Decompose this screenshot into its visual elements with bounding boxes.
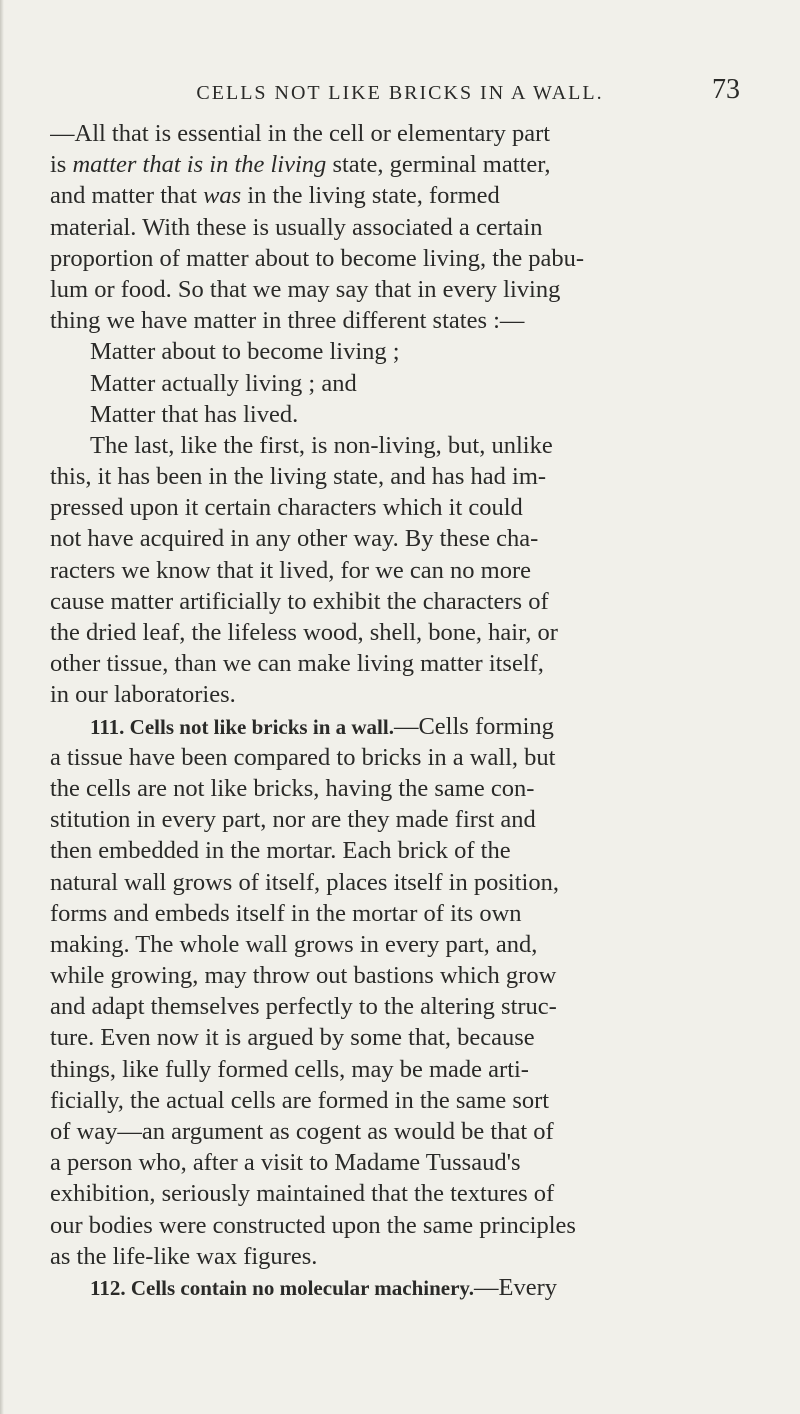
text-line: pressed upon it certain characters which it could	[50, 494, 523, 522]
text-line: stitution in every part, nor are they made first and	[50, 806, 536, 834]
text-line: proportion of matter about to become living, the pabu-	[50, 244, 585, 272]
text-line: ture. Even now it is argued by some that, because	[50, 1024, 535, 1052]
text-run: and matter that	[50, 182, 204, 210]
text-line	[50, 180, 740, 211]
running-title: CELLS NOT LIKE BRICKS IN A WALL.	[196, 82, 604, 104]
text-line: material. With these is usually associated a certain	[50, 213, 543, 241]
text-run: state, germinal matter,	[326, 151, 551, 179]
text-line: —All that is essential in the cell or elementary part	[50, 120, 551, 147]
list-item: Matter actually living ; and	[90, 369, 357, 397]
text-line: racters we know that it lived, for we can no more	[50, 556, 531, 584]
text-line: other tissue, than we can make living matter itself,	[50, 650, 544, 678]
page-body	[50, 118, 740, 1303]
text-run: is	[50, 151, 73, 179]
text-line: not have acquired in any other way. By these cha-	[50, 525, 539, 553]
list-item: Matter that has lived.	[90, 400, 299, 428]
text-line: of way—an argument as cogent as would be that of	[50, 1118, 554, 1145]
text-line: natural wall grows of itself, places itself in position,	[50, 868, 559, 896]
text-line: forms and embeds itself in the mortar of its own	[50, 899, 522, 927]
text-line: making. The whole wall grows in every part, and,	[50, 930, 538, 958]
text-line: a tissue have been compared to bricks in a wall, but	[50, 743, 556, 771]
text-line: then embedded in the mortar. Each brick of the	[50, 837, 511, 865]
text-line: our bodies were constructed upon the same principles	[50, 1211, 576, 1239]
text-line: things, like fully formed cells, may be made arti-	[50, 1055, 529, 1083]
text-line: as the life-like wax figures.	[50, 1242, 318, 1270]
section-heading-112: 112. Cells contain no molecular machinery.	[90, 1275, 475, 1300]
page-number: 73	[712, 74, 740, 105]
text-line: while growing, may throw out bastions which grow	[50, 962, 557, 990]
text-line: a person who, after a visit to Madame Tussaud's	[50, 1149, 521, 1177]
italic-run: was	[203, 182, 242, 210]
text-run: —Every	[474, 1273, 558, 1301]
text-line: thing we have matter in three different states :—	[50, 307, 525, 335]
text-run: in the living state, formed	[241, 182, 500, 210]
text-run: —Cells forming	[393, 712, 554, 740]
page-edge-shadow	[0, 0, 4, 1414]
text-line: lum or food. So that we may say that in every living	[50, 275, 561, 303]
section-heading-line	[50, 1272, 740, 1303]
text-line	[50, 149, 740, 180]
list-item: Matter about to become living ;	[90, 338, 400, 366]
text-line: in our laboratories.	[50, 681, 236, 709]
text-line: the dried leaf, the lifeless wood, shell, bone, hair, or	[50, 619, 558, 646]
text-line: exhibition, seriously maintained that the textures of	[50, 1180, 555, 1208]
section-heading-line	[50, 711, 740, 742]
running-head	[60, 74, 740, 108]
text-line: ficially, the actual cells are formed in the same sort	[50, 1086, 550, 1114]
section-heading-111: 111. Cells not like bricks in a wall.	[90, 714, 394, 739]
text-line: and adapt themselves perfectly to the altering struc-	[50, 993, 557, 1021]
italic-run: matter that is in the living	[72, 151, 327, 179]
text-line: cause matter artificially to exhibit the characters of	[50, 587, 549, 615]
text-line: The last, like the first, is non-living, but, unlike	[90, 431, 553, 459]
text-line: this, it has been in the living state, and has had im-	[50, 463, 547, 491]
text-line: the cells are not like bricks, having the same con-	[50, 774, 535, 802]
